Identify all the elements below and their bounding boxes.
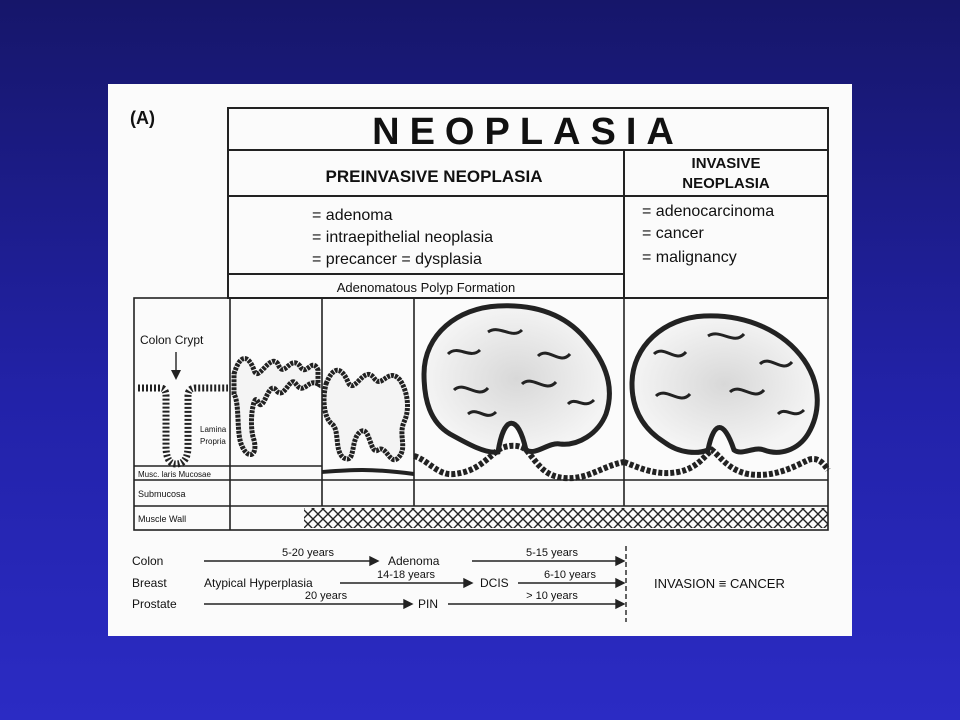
propria-label: Propria — [200, 437, 226, 446]
lamina-label: Lamina — [200, 425, 227, 434]
figure-title: NEOPLASIA — [372, 111, 684, 153]
breast-precursor: Atypical Hyperplasia — [204, 576, 313, 590]
muscularis-mucosae-label: Musc. laris Mucosae — [138, 470, 211, 479]
muscle-wall-label: Muscle Wall — [138, 514, 187, 524]
prostate-lesion: PIN — [418, 597, 439, 611]
invasive-header-line1: INVASIVE — [691, 155, 761, 172]
polyp-base — [414, 446, 624, 478]
preinvasive-synonym: = precancer = dysplasia — [312, 251, 482, 268]
colon-lesion: Adenoma — [388, 554, 440, 568]
crypt-arrow-head — [171, 370, 181, 380]
timeline-organ-breast: Breast — [132, 576, 167, 590]
breast-stage1: 14-18 years — [376, 569, 436, 581]
preinvasive-synonym: = adenoma — [312, 207, 393, 224]
invasion-outcome: INVASION ≡ CANCER — [654, 576, 785, 591]
preinvasive-header: PREINVASIVE NEOPLASIA — [325, 167, 543, 186]
dysplastic-crypt — [234, 358, 318, 454]
prostate-stage1: 20 years — [304, 590, 348, 602]
polyp-label: Adenomatous Polyp Formation — [336, 280, 516, 295]
preinvasive-synonym: = intraepithelial neoplasia — [312, 229, 494, 246]
panel-label: (A) — [130, 108, 155, 128]
neoplasia-figure — [108, 84, 852, 636]
timeline-organ-colon: Colon — [132, 554, 164, 568]
breast-stage2: 6-10 years — [544, 569, 596, 581]
prostate-stage2: > 10 years — [526, 590, 578, 602]
invasive-header-line2: NEOPLASIA — [682, 175, 770, 192]
dysplastic-crypt — [324, 370, 407, 460]
carcinoma-base — [624, 450, 828, 475]
invasive-synonym: = malignancy — [642, 249, 737, 266]
colon-crypt-label: Colon Crypt — [140, 333, 204, 347]
muscle-wall-hatch — [304, 508, 828, 528]
breast-lesion: DCIS — [480, 576, 509, 590]
muscularis-line — [322, 470, 414, 474]
neoplasia-diagram — [108, 84, 852, 636]
submucosa-label: Submucosa — [138, 489, 186, 499]
invasive-synonym: = adenocarcinoma — [642, 203, 775, 220]
colon-stage2: 5-15 years — [526, 547, 578, 559]
invasive-synonym: = cancer — [642, 225, 704, 242]
timeline-organ-prostate: Prostate — [132, 597, 177, 611]
colon-stage1: 5-20 years — [282, 547, 334, 559]
adenoma-polyp — [424, 306, 609, 452]
